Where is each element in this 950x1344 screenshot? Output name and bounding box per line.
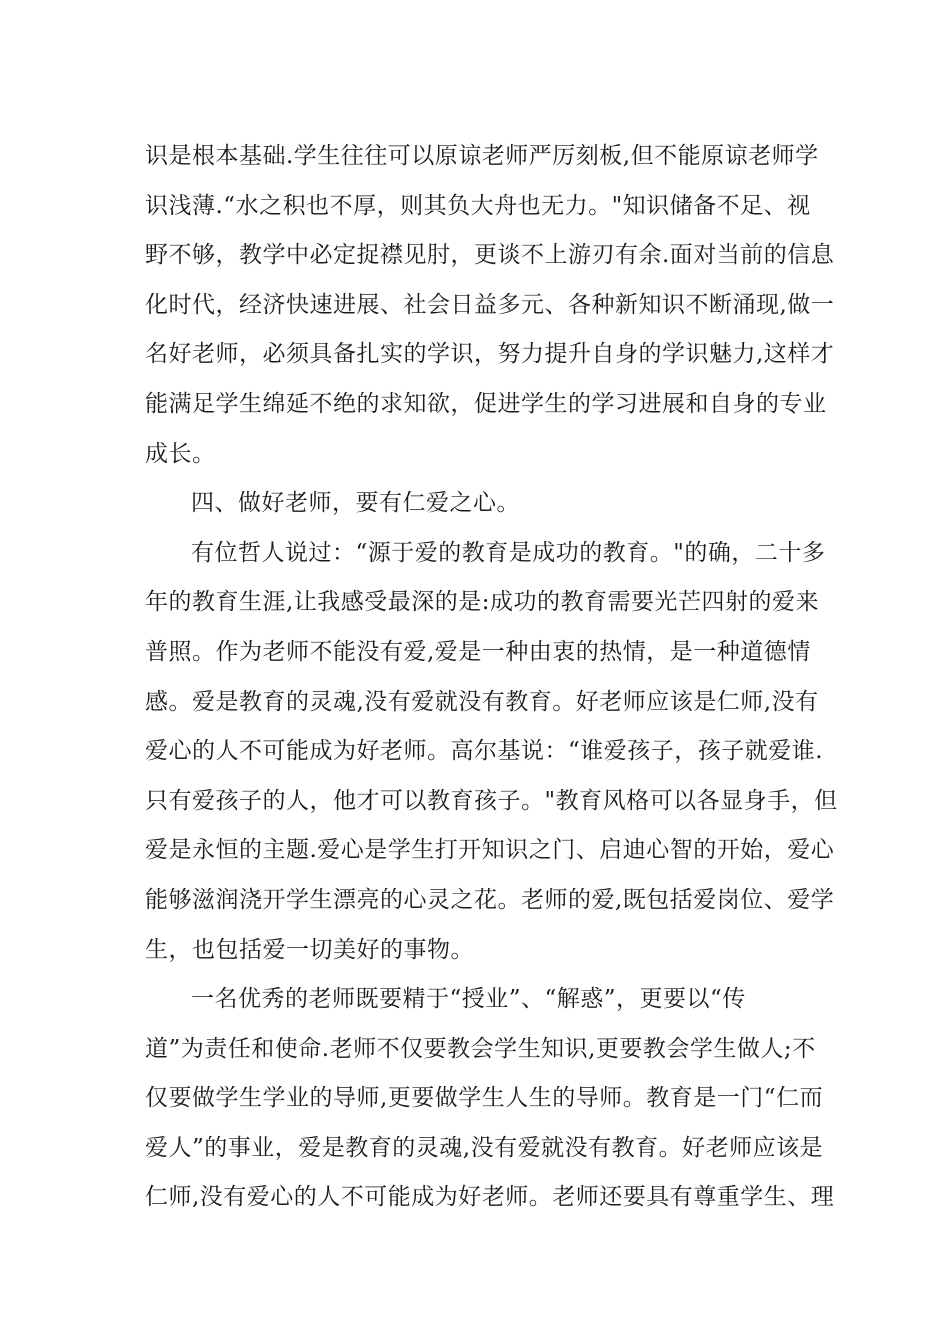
text-line: 年的教育生涯,让我感受最深的是:成功的教育需要光芒四射的爱来 bbox=[145, 589, 820, 616]
text-line: 能满足学生绵延不绝的求知欲，促进学生的学习进展和自身的专业 bbox=[145, 390, 827, 417]
text-line: 一名优秀的老师既要精于“授业”、“解惑”，更要以“传 bbox=[191, 986, 746, 1013]
text-line: 化时代，经济快速进展、社会日益多元、各种新知识不断涌现,做一 bbox=[145, 291, 835, 318]
text-line: 名好老师，必须具备扎实的学识，努力提升自身的学识魅力,这样才 bbox=[145, 341, 835, 368]
text-line: 爱心的人不可能成为好老师。高尔基说：“谁爱孩子，孩子就爱谁. bbox=[145, 738, 824, 765]
text-line: 道”为责任和使命.老师不仅要教会学生知识,更要教会学生做人;不 bbox=[145, 1035, 816, 1062]
text-line: 有位哲人说过：“源于爱的教育是成功的教育。"的确，二十多 bbox=[191, 539, 826, 566]
body-text bbox=[145, 132, 838, 1223]
section-heading: 四、做好老师，要有仁爱之心。 bbox=[191, 490, 520, 517]
text-line: 感。爱是教育的灵魂,没有爱就没有教育。好老师应该是仁师,没有 bbox=[145, 688, 819, 715]
text-line: 爱是永恒的主题.爱心是学生打开知识之门、启迪心智的开始，爱心 bbox=[145, 837, 835, 864]
text-line: 成长。 bbox=[145, 440, 216, 467]
text-line: 只有爱孩子的人，他才可以教育孩子。"教育风格可以各显身手，但 bbox=[145, 787, 838, 814]
text-line: 野不够，教学中必定捉襟见肘，更谈不上游刃有余.面对当前的信息 bbox=[145, 242, 835, 269]
text-line: 仁师,没有爱心的人不可能成为好老师。老师还要具有尊重学生、理 bbox=[145, 1184, 835, 1211]
text-line: 识是根本基础.学生往往可以原谅老师严厉刻板,但不能原谅老师学 bbox=[145, 143, 819, 169]
text-line: 生，也包括爱一切美好的事物。 bbox=[145, 936, 474, 963]
text-line: 爱人”的事业，爱是教育的灵魂,没有爱就没有教育。好老师应该是 bbox=[145, 1134, 824, 1161]
text-line: 识浅薄.“水之积也不厚，则其负大舟也无力。"知识储备不足、视 bbox=[145, 192, 811, 219]
text-line: 普照。作为老师不能没有爱,爱是一种由衷的热情，是一种道德情 bbox=[145, 638, 811, 665]
text-line: 仅要做学生学业的导师,更要做学生人生的导师。教育是一门“仁而 bbox=[145, 1085, 824, 1112]
text-line: 能够滋润浇开学生漂亮的心灵之花。老师的爱,既包括爱岗位、爱学 bbox=[145, 886, 835, 913]
